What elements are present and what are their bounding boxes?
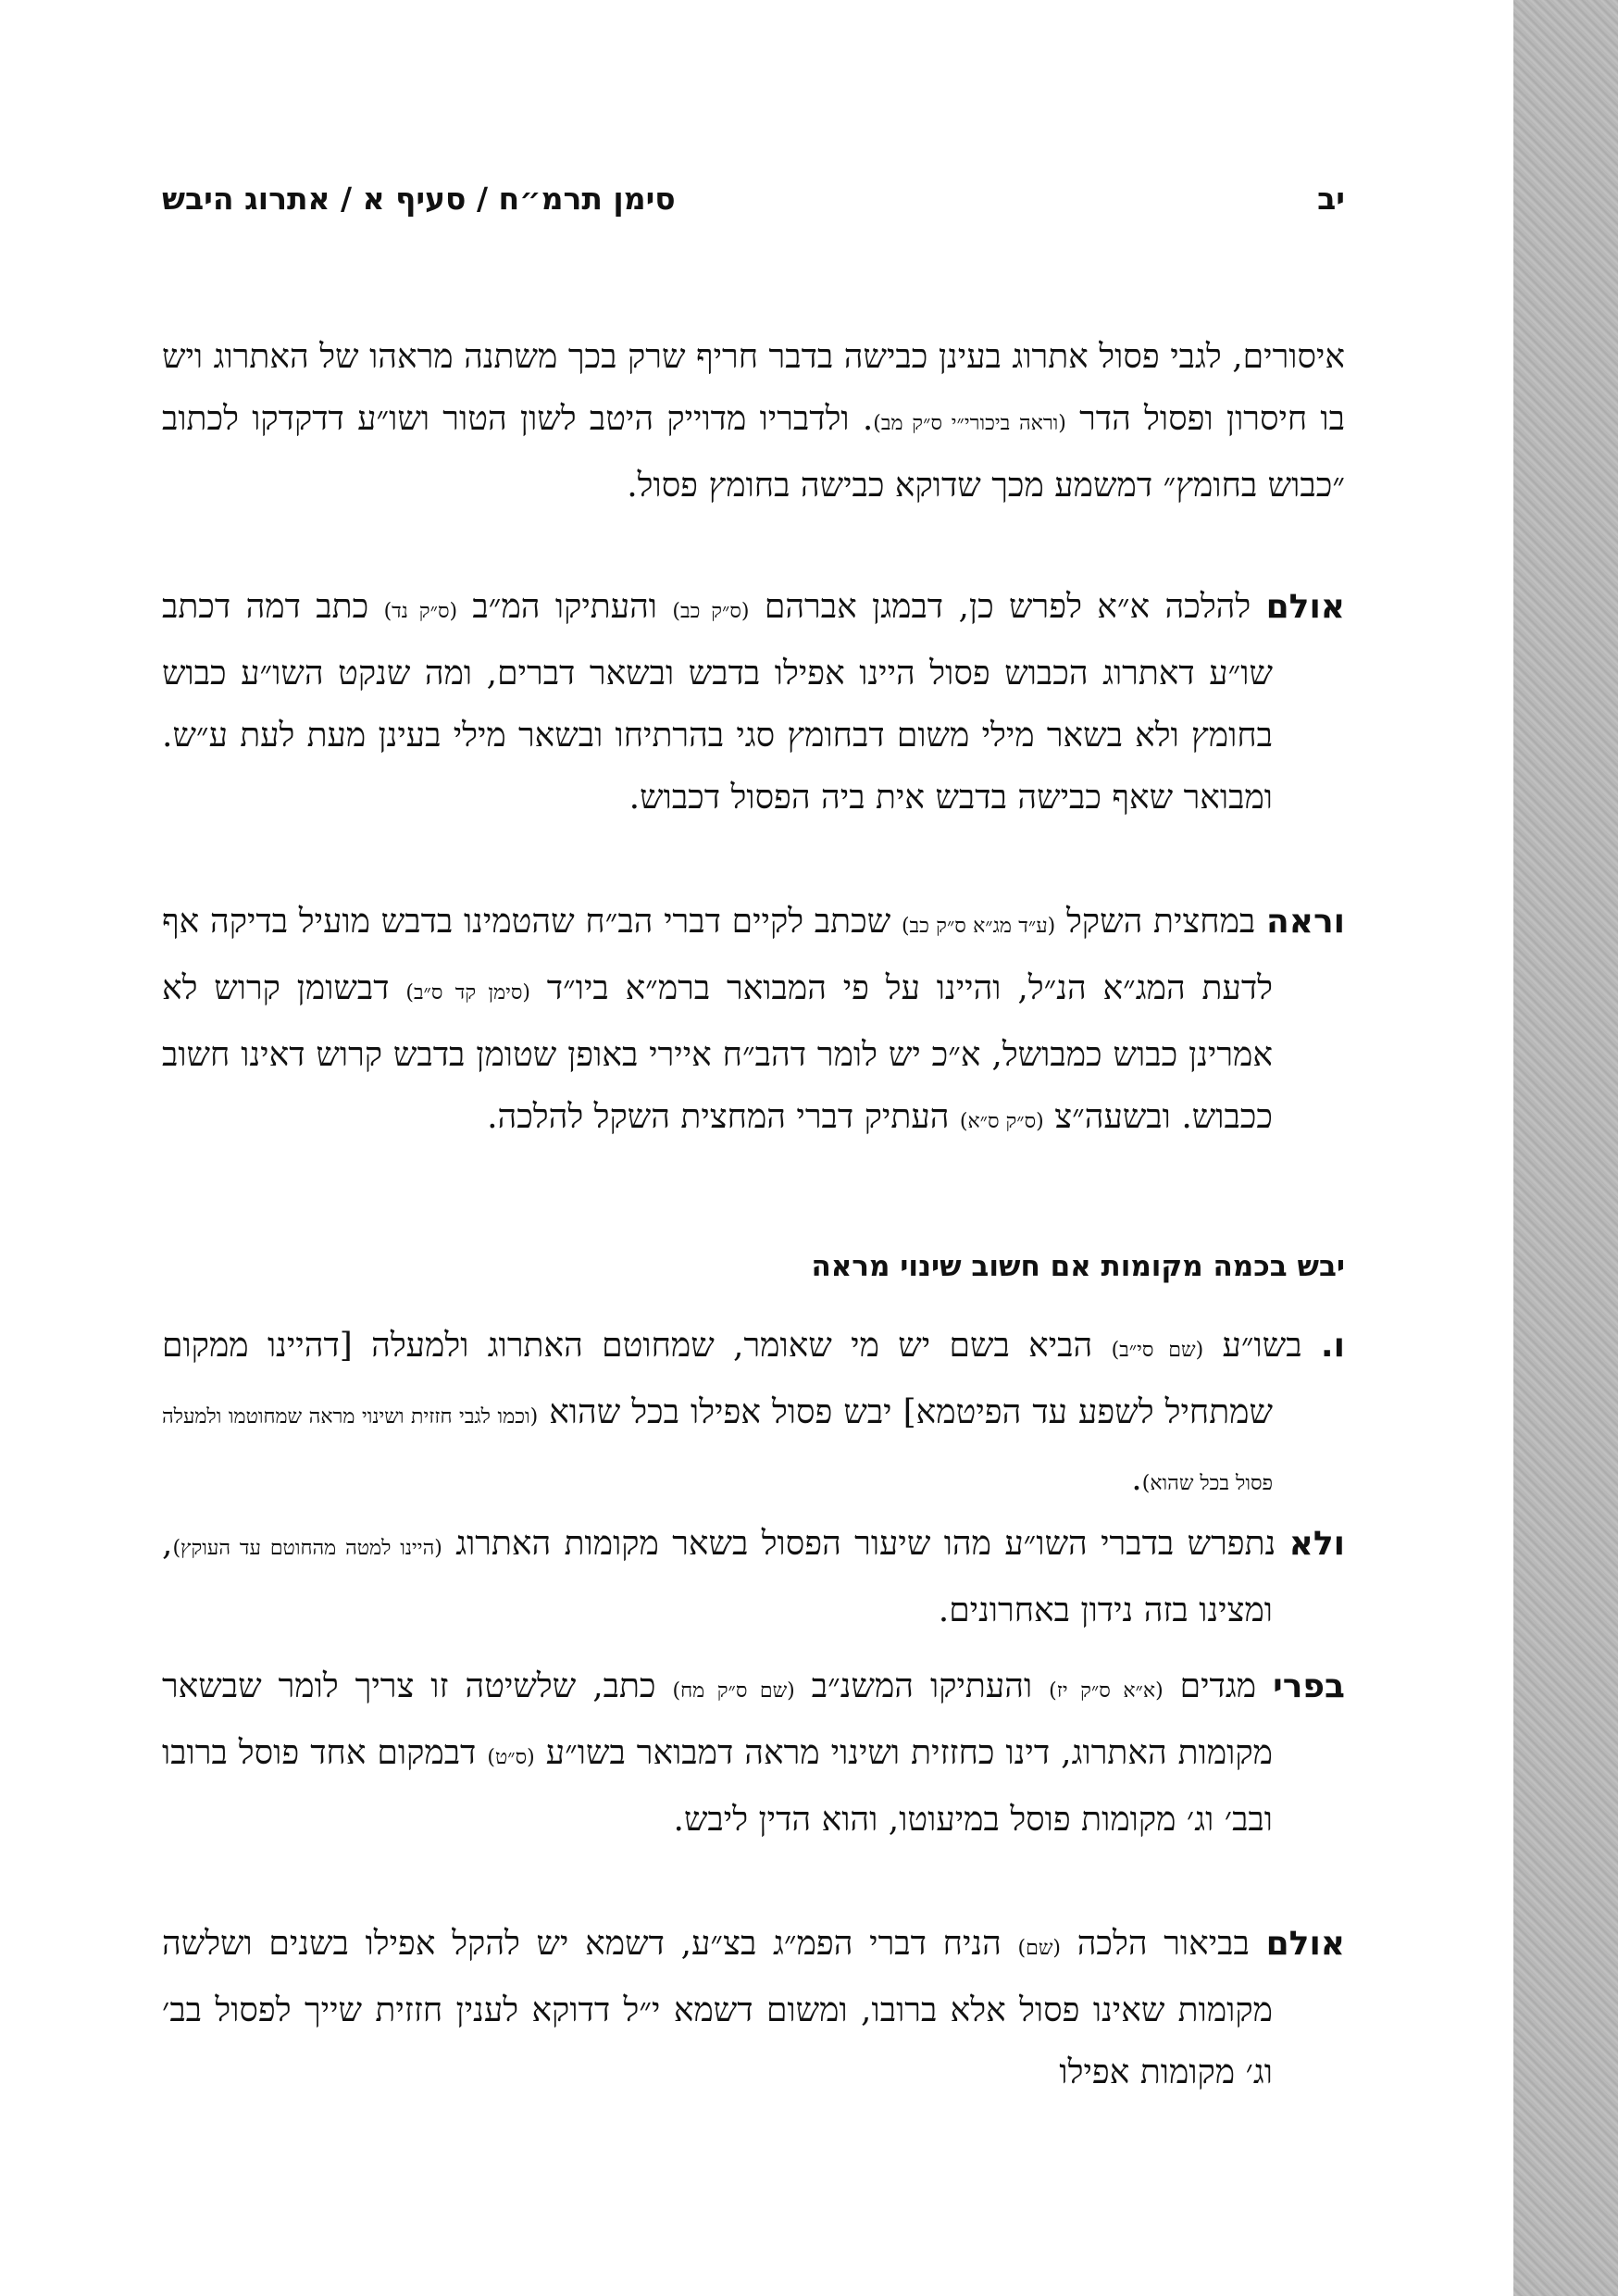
lead-word: וראה: [1266, 903, 1345, 941]
citation: (סימן קד ס״ב): [405, 981, 530, 1004]
citation: (שם): [1017, 1937, 1061, 1960]
lead-word: ולא: [1288, 1525, 1346, 1563]
citation: (ע״ד מג״א ס״ק כב): [901, 915, 1056, 938]
page-number: יב: [1317, 181, 1345, 217]
lead-word: בפרי: [1273, 1667, 1345, 1705]
citation: (ס״ק כב): [672, 600, 750, 623]
page-edge-texture: [1513, 0, 1618, 2296]
paragraph-6: בפרי מגדים (א״א ס״ק יז) והעתיקו המשנ״ב (שם ס״ק מח) כתב, שלשיטה זו צריך לומר שבשאר מקומות האתרוג, דינו כחזזית ושינוי מראה דמבואר בשו״ע (ס״ט) דבמקום אחד פוסל ברובו ובב׳ וג׳ מקומות פוסל במיעוטו, והוא הדין ליבש.: [162, 1667, 1345, 1839]
paragraph-3: וראה במחצית השקל (ע״ד מג״א ס״ק כב) שכתב לקיים דברי הב״ח שהטמינו בדבש מועיל בדיקה אף לדעת המג״א הנ״ל, והיינו על פי המבואר ברמ״א ביו״ד (סימן קד ס״ב) דבשומן קרוש לא אמרינן כבוש כמבושל, א״כ יש לומר דהב״ח איירי באופן שטומן בדבש קרוש דאינו חשוב ככבוש. ובשעה״צ (ס״ק ס״א) העתיק דברי המחצית השקל להלכה.: [162, 903, 1345, 1136]
citation: (א״א ס״ק יז): [1049, 1679, 1164, 1703]
lead-word: אולם: [1265, 1925, 1346, 1963]
citation: (שם ס״ק מח): [672, 1679, 795, 1703]
citation: (שם סי״ב): [1111, 1339, 1204, 1362]
citation: (וכמו לגבי חזזית ושינוי מראה שמחוטמו ולמעלה פסול בכל שהוא): [162, 1405, 1273, 1495]
lead-word: אולם: [1265, 588, 1346, 626]
citation: (ס״ק ס״א): [959, 1110, 1044, 1133]
citation: (ס״ט): [487, 1746, 535, 1769]
paragraph-4: ו. בשו״ע (שם סי״ב) הביא בשם יש מי שאומר, שמחוטם האתרוג ולמעלה [דהיינו ממקום שמתחיל לשפע עד הפיטמא] יבש פסול אפילו בכל שהוא (וכמו לגבי חזזית ושינוי מראה שמחוטמו ולמעלה פסול בכל שהוא).: [162, 1327, 1345, 1498]
section-number: ו.: [1320, 1327, 1345, 1365]
section-heading: יבש בכמה מקומות אם חשוב שינוי מראה: [811, 1250, 1345, 1283]
paragraph-5: ולא נתפרש בדברי השו״ע מהו שיעור הפסול בשאר מקומות האתרוג (היינו למטה מהחוטם עד העוקץ), ומצינו בזה נידון באחרונים.: [162, 1525, 1346, 1629]
paragraph-2: אולם להלכה א״א לפרש כן, דבמגן אברהם (ס״ק כב) והעתיקו המ״ב (ס״ק נד) כתב דמה דכתב שו״ע דאתרוג הכבוש פסול היינו אפילו בדבש ובשאר דברים, ומה שנקט השו״ע כבוש בחומץ ולא בשאר מילי משום דבחומץ סגי בהרתיחו ובשאר מילי בעינן מעת לעת ע״ש. ומבואר שאף כבישה בדבש אית ביה הפסול דכבוש.: [162, 588, 1346, 817]
citation: (ס״ק נד): [383, 600, 458, 623]
running-title: סימן תרמ״ח / סעיף א / אתרוג היבש: [162, 181, 676, 217]
citation: (היינו למטה מהחוטם עד העוקץ): [172, 1537, 442, 1560]
paragraph-7: אולם בביאור הלכה (שם) הניח דברי הפמ״ג בצ״ע, דשמא יש להקל אפילו בשנים ושלשה מקומות שאינו פסול אלא ברובו, ומשום דשמא י״ל דדוקא לענין חזזית שייך לפסול בב׳ וג׳ מקומות אפילו: [162, 1925, 1346, 2091]
paragraph-1: איסורים, לגבי פסול אתרוג בעינן כבישה בדבר חריף שרק בכך משתנה מראהו של האתרוג ויש בו חיסרון ופסול הדר (וראה ביכורי״י ס״ק מב). ולדבריו מדוייק היטב לשון הטור ושו״ע דדקדקו לכתוב ״כבוש בחומץ״ דמשמע מכך שדוקא כבישה בחומץ פסול.: [162, 338, 1345, 505]
citation: (וראה ביכורי״י ס״ק מב): [873, 412, 1066, 435]
running-header: [162, 181, 1345, 236]
